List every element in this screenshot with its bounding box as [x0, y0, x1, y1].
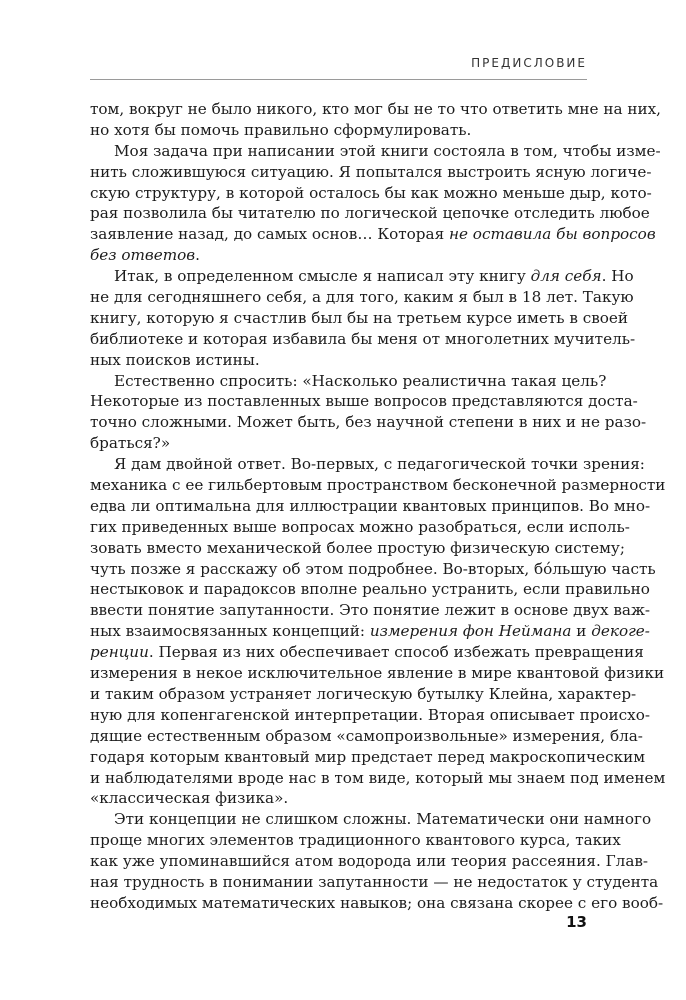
text-run: браться?»: [90, 434, 171, 453]
text-run: Эти концепции не слишком сложны. Математически они намного: [114, 810, 652, 829]
text-run: . Но: [601, 267, 634, 286]
text-run: скую структуру, в которой осталось бы как можно меньше дыр, кото-: [90, 183, 652, 202]
text-run: зовать вместо механической более простую физическую систему;: [90, 538, 625, 557]
text-run: Итак, в определенном смысле я написал эту книгу: [114, 267, 531, 286]
italic-text: без ответов: [90, 246, 196, 265]
page-number: 13: [566, 913, 587, 931]
text-line: [90, 245, 587, 266]
text-line: [90, 350, 587, 371]
italic-text: ренции: [90, 643, 149, 662]
text-line: [90, 538, 625, 559]
text-run: и: [571, 622, 592, 641]
text-run: Я дам двойной ответ. Во-первых, с педагогической точки зрения:: [114, 455, 645, 474]
text-line: [90, 559, 656, 580]
text-line: [90, 747, 646, 768]
text-line: [90, 579, 650, 600]
text-run: ных взаимосвязанных концепций:: [90, 622, 370, 641]
text-line: [90, 788, 587, 809]
text-run: том, вокруг не было никого, кто мог бы не то что ответить мне на них,: [90, 100, 661, 118]
text-line: [90, 830, 621, 851]
text-run: точно сложными. Может быть, без научной степени в них и не разо-: [90, 413, 647, 432]
text-line: [90, 371, 607, 392]
text-line: [90, 120, 587, 141]
text-line: [90, 642, 644, 663]
italic-text: не оставила бы вопросов: [448, 225, 656, 244]
text-run: Естественно спросить: «Насколько реалистична такая цель?: [114, 371, 607, 390]
text-line: [90, 621, 650, 642]
text-run: нестыковок и парадоксов вполне реально устранить, если правильно: [90, 580, 650, 599]
text-run: и таким образом устраняет логическую бутылку Клейна, характер-: [90, 684, 637, 703]
text-line: [90, 851, 649, 872]
text-line: [90, 893, 664, 914]
italic-text: измерения фон Неймана: [369, 622, 572, 641]
text-run: но хотя бы помочь правильно сформулировать.: [90, 120, 472, 139]
text-run: ных поисков истины.: [90, 350, 260, 369]
text-run: дящие естественным образом «самопроизвольные» измерения, бла-: [90, 726, 643, 745]
text-run: и наблюдателями вроде нас в том виде, который мы знаем под именем: [90, 768, 666, 787]
text-line: [90, 141, 661, 162]
text-run: необходимых математических навыков; она связана скорее с его вооб-: [90, 893, 664, 912]
text-line: [90, 203, 650, 224]
text-line: [90, 872, 659, 893]
text-run: чуть позже я расскажу об этом подробнее. Во-вторых, бóльшую часть: [90, 559, 656, 578]
text-run: «классическая физика».: [90, 789, 289, 808]
text-run: гих приведенных выше вопросах можно разобраться, если исполь-: [90, 517, 630, 536]
text-run: заявление назад, до самых основ… Которая: [90, 225, 449, 244]
text-run: не для сегодняшнего себя, а для того, каким я был в 18 лет. Такую: [90, 288, 634, 307]
header-rule: [90, 79, 587, 80]
text-line: [90, 768, 666, 789]
text-run: измерения в некое исключительное явление в мире квантовой физики: [90, 664, 665, 683]
text-line: [90, 496, 651, 517]
text-run: книгу, которую я счастлив был бы на третьем курсе иметь в своей: [90, 308, 629, 327]
text-line: [90, 183, 652, 204]
text-line: [90, 517, 630, 538]
text-run: рая позволила бы читателю по логической цепочке отследить любое: [90, 204, 650, 223]
text-line: [90, 663, 665, 684]
text-run: ную для копенгагенской интерпретации. Вторая описывает происхо-: [90, 705, 651, 724]
italic-text: декоге-: [591, 622, 650, 641]
text-line: [90, 809, 652, 830]
text-run: годаря которым квантовый мир предстает перед макроскопическим: [90, 747, 646, 766]
page-body: [90, 99, 666, 914]
text-line: [90, 454, 645, 475]
text-line: [90, 705, 651, 726]
text-run: механика с ее гильбертовым пространством бесконечной размерности: [90, 476, 666, 495]
text-line: [90, 391, 638, 412]
text-line: [90, 266, 634, 287]
text-line: [90, 162, 652, 183]
text-run: ная трудность в понимании запутанности — не недостаток у студента: [90, 872, 659, 891]
text-line: [90, 308, 629, 329]
text-run: библиотеке и которая избавила бы меня от многолетних мучитель-: [90, 329, 636, 348]
text-line: [90, 600, 651, 621]
italic-text: для себя: [530, 267, 602, 286]
text-line: [90, 412, 647, 433]
text-run: как уже упоминавшийся атом водорода или теория рассеяния. Глав-: [90, 852, 649, 871]
text-line: [90, 329, 636, 350]
text-line: [90, 726, 643, 747]
text-line: [90, 99, 661, 120]
text-run: проще многих элементов традиционного квантового курса, таких: [90, 831, 621, 850]
text-run: ввести понятие запутанности. Это понятие лежит в основе двух важ-: [90, 601, 651, 620]
text-line: [90, 224, 656, 245]
text-run: . Первая из них обеспечивает способ избежать превращения: [148, 643, 644, 662]
text-line: [90, 433, 587, 454]
text-run: едва ли оптимальна для иллюстрации квантовых принципов. Во мно-: [90, 496, 651, 515]
text-line: [90, 475, 666, 496]
text-run: .: [195, 246, 200, 265]
text-line: [90, 287, 634, 308]
text-run: нить сложившуюся ситуацию. Я попытался выстроить ясную логиче-: [90, 162, 652, 181]
text-run: Некоторые из поставленных выше вопросов представляются доста-: [90, 392, 638, 411]
text-run: Моя задача при написании этой книги состояла в том, чтобы изме-: [114, 141, 661, 160]
running-header: ПРЕДИСЛОВИЕ: [471, 56, 587, 70]
text-line: [90, 684, 637, 705]
